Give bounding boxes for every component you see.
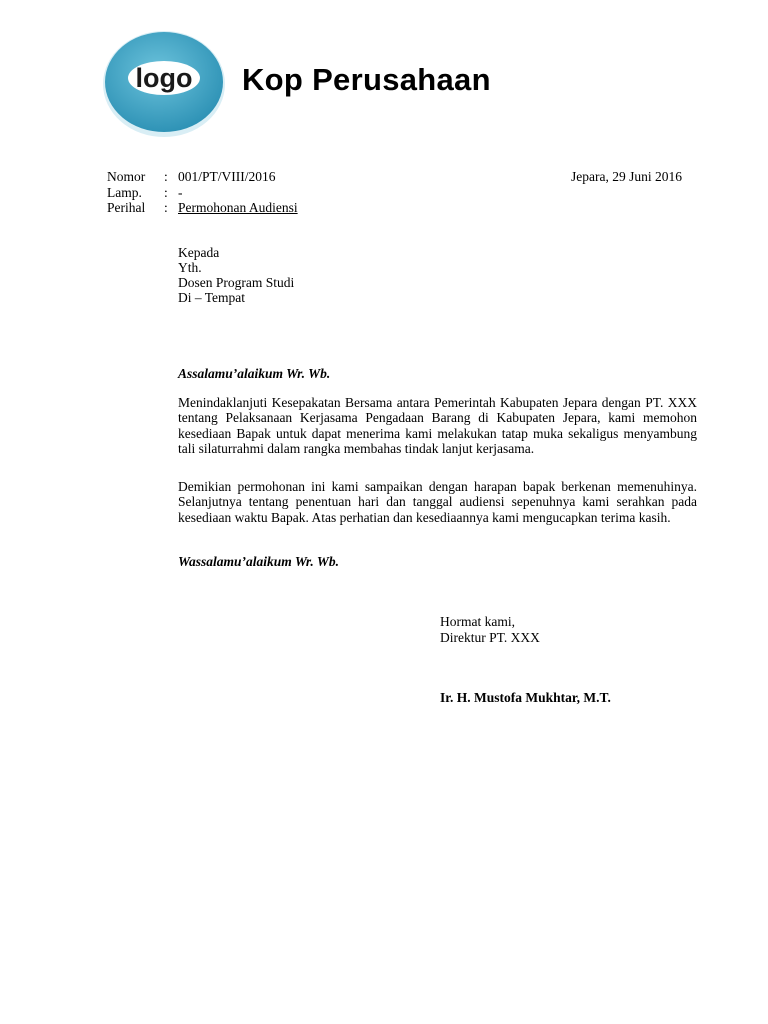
recipient-line: Dosen Program Studi xyxy=(178,275,295,290)
recipient-block xyxy=(178,245,294,305)
perihal-value: Permohonan Audiensi xyxy=(178,200,298,215)
nomor-value: 001/PT/VIII/2016 xyxy=(178,169,276,184)
regards: Hormat kami, xyxy=(440,614,515,629)
letter-date: Jepara, 29 Juni 2016 xyxy=(571,169,682,184)
lamp-value: - xyxy=(178,184,183,200)
logo-graphic xyxy=(102,28,230,138)
letter-meta xyxy=(107,169,298,216)
signer-name: Ir. H. Mustofa Mukhtar, M.T. xyxy=(440,690,611,705)
recipient-line: Yth. xyxy=(178,260,202,275)
body-paragraph-2: Demikian permohonan ini kami sampaikan dengan harapan bapak berkenan memenuhinya. Selanjutnya tentang penentuan hari dan tanggal audiensi sepenuhnya kami serahkan pada kesediaan waktu Bapak. Atas perhatian dan kesediaannya kami mengucapkan terima kasih. xyxy=(178,479,697,525)
perihal-separator: : xyxy=(164,200,168,215)
company-logo xyxy=(102,28,230,138)
perihal-label: Perihal xyxy=(107,200,146,215)
lamp-label: Lamp. xyxy=(107,184,142,200)
meta-row-lamp xyxy=(107,185,298,201)
lamp-separator: : xyxy=(164,184,168,200)
greeting: Assalamu’alaikum Wr. Wb. xyxy=(178,366,331,381)
closing-greeting: Wassalamu’alaikum Wr. Wb. xyxy=(178,554,340,569)
recipient-line: Kepada xyxy=(178,245,220,260)
logo-text: logo xyxy=(135,63,193,93)
body-paragraph-1: Menindaklanjuti Kesepakatan Bersama antara Pemerintah Kabupaten Jepara dengan PT. XXX tentang Pelaksanaan Kerjasama Pengadaan Barang di Kabupaten Jepara, kami memohon kesediaan Bapak untuk dapat menerima kami melakukan tatap muka sekaligus menyambung tali silaturrahmi dalam rangka membahas tindak lanjut kerjasama. xyxy=(178,395,697,457)
meta-row-perihal xyxy=(107,200,298,216)
signer-position: Direktur PT. XXX xyxy=(440,629,540,645)
signature-block xyxy=(440,614,540,645)
nomor-separator: : xyxy=(164,169,168,184)
recipient-line: Di – Tempat xyxy=(178,290,246,305)
meta-row-nomor xyxy=(107,169,298,185)
nomor-label: Nomor xyxy=(107,169,146,184)
company-title: Kop Perusahaan xyxy=(242,62,491,97)
